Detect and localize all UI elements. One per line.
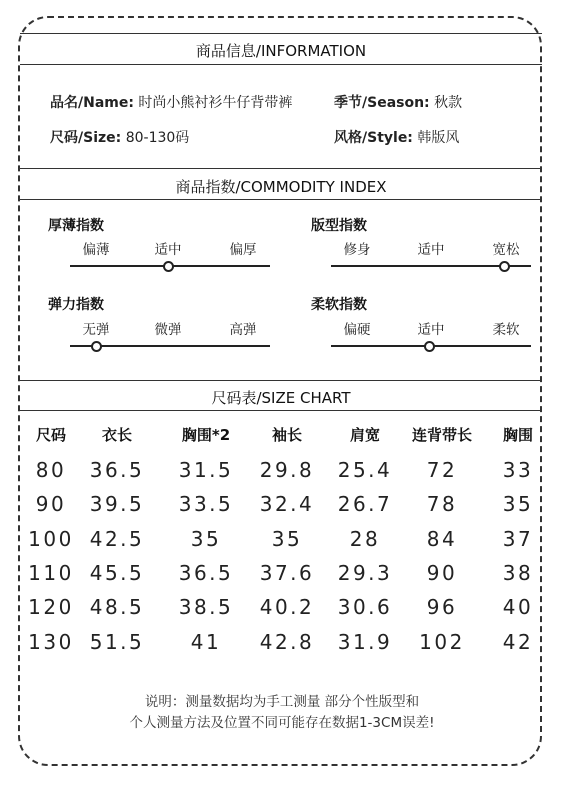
- divider: [20, 410, 542, 411]
- fit-option: 修身: [343, 242, 371, 258]
- divider: [20, 33, 542, 34]
- size-chart-cell: 35: [190, 527, 222, 551]
- size-chart-header: 胸围*2: [181, 426, 231, 444]
- size-chart-header: 胸围: [502, 426, 533, 444]
- elasticity-scale-marker: [91, 341, 102, 352]
- softness-option: 偏硬: [343, 322, 371, 338]
- size-chart-header: 肩宽: [349, 426, 380, 444]
- size-chart-cell: 35: [271, 527, 303, 551]
- elasticity-option: 无弹: [82, 322, 110, 338]
- name-label: 品名/Name:: [50, 95, 134, 111]
- size-chart-cell: 100: [28, 527, 74, 551]
- information-title: 商品信息/INFORMATION: [195, 42, 367, 60]
- size-chart-cell: 80: [35, 458, 67, 482]
- divider: [20, 380, 542, 381]
- thickness-option: 适中: [154, 242, 182, 258]
- size-chart-cell: 37.6: [259, 561, 315, 585]
- size-chart-cell: 42.5: [89, 527, 145, 551]
- size-chart-cell: 96: [426, 595, 458, 619]
- size-chart-cell: 40: [502, 595, 534, 619]
- size-chart-cell: 45.5: [89, 561, 145, 585]
- size-chart-cell: 38.5: [178, 595, 234, 619]
- divider: [20, 199, 542, 200]
- softness-index-title: 柔软指数: [311, 297, 367, 313]
- size-chart-cell: 110: [28, 561, 74, 585]
- size-chart-cell: 32.4: [259, 492, 315, 516]
- size-chart-cell: 36.5: [89, 458, 145, 482]
- size-chart-cell: 37: [502, 527, 534, 551]
- season-label: 季节/Season:: [334, 95, 430, 111]
- size-chart-cell: 31.9: [337, 630, 393, 654]
- season-row: [334, 92, 462, 112]
- size-chart-cell: 90: [35, 492, 67, 516]
- size-value: 80-130码: [125, 130, 190, 146]
- style-row: [334, 127, 459, 147]
- size-chart-cell: 33: [502, 458, 534, 482]
- size-chart-cell: 84: [426, 527, 458, 551]
- size-chart-cell: 36.5: [178, 561, 234, 585]
- size-chart-cell: 102: [419, 630, 465, 654]
- size-chart-header: 连背带长: [411, 426, 472, 444]
- size-chart-cell: 25.4: [337, 458, 393, 482]
- size-chart-cell: 130: [28, 630, 74, 654]
- note-line-1: 说明：测量数据均为手工测量 部分个性版型和: [144, 694, 420, 710]
- size-chart-cell: 48.5: [89, 595, 145, 619]
- thickness-option: 偏薄: [82, 242, 110, 258]
- thickness-index-title: 厚薄指数: [48, 218, 104, 234]
- divider: [20, 168, 542, 169]
- name-row: [50, 92, 292, 112]
- fit-scale-marker: [499, 261, 510, 272]
- size-chart-cell: 120: [28, 595, 74, 619]
- size-chart-cell: 29.8: [259, 458, 315, 482]
- size-chart-cell: 40.2: [259, 595, 315, 619]
- size-chart-cell: 28: [349, 527, 381, 551]
- size-chart-cell: 51.5: [89, 630, 145, 654]
- size-chart-cell: 30.6: [337, 595, 393, 619]
- size-chart-cell: 33.5: [178, 492, 234, 516]
- size-chart-cell: 72: [426, 458, 458, 482]
- size-label: 尺码/Size:: [50, 130, 122, 146]
- elasticity-option: 微弹: [154, 322, 182, 338]
- size-chart-cell: 29.3: [337, 561, 393, 585]
- size-chart-cell: 78: [426, 492, 458, 516]
- name-value: 时尚小熊衬衫牛仔背带裤: [138, 95, 293, 111]
- size-chart-header: 衣长: [101, 426, 132, 444]
- fit-index-title: 版型指数: [311, 218, 367, 234]
- note-line-2: 个人测量方法及位置不同可能存在数据1-3CM误差!: [129, 715, 435, 731]
- softness-option: 适中: [417, 322, 445, 338]
- style-label: 风格/Style:: [334, 130, 413, 146]
- softness-scale-marker: [424, 341, 435, 352]
- size-chart-title: 尺码表/SIZE CHART: [211, 389, 351, 407]
- divider: [20, 64, 542, 65]
- size-chart-cell: 41: [190, 630, 222, 654]
- size-chart-cell: 42: [502, 630, 534, 654]
- size-chart-cell: 90: [426, 561, 458, 585]
- thickness-scale-marker: [163, 261, 174, 272]
- commodity-index-title: 商品指数/COMMODITY INDEX: [175, 178, 387, 196]
- size-chart-cell: 42.8: [259, 630, 315, 654]
- fit-option: 宽松: [492, 242, 520, 258]
- size-chart-cell: 39.5: [89, 492, 145, 516]
- size-chart-cell: 31.5: [178, 458, 234, 482]
- size-chart-header: 袖长: [271, 426, 302, 444]
- softness-option: 柔软: [492, 322, 520, 338]
- fit-option: 适中: [417, 242, 445, 258]
- style-value: 韩版风: [417, 130, 460, 146]
- size-chart-cell: 26.7: [337, 492, 393, 516]
- elasticity-index-title: 弹力指数: [48, 297, 104, 313]
- thickness-option: 偏厚: [229, 242, 257, 258]
- season-value: 秋款: [434, 95, 463, 111]
- size-chart-cell: 35: [502, 492, 534, 516]
- size-row: [50, 127, 189, 147]
- size-chart-cell: 38: [502, 561, 534, 585]
- elasticity-option: 高弹: [229, 322, 257, 338]
- size-chart-header: 尺码: [35, 426, 66, 444]
